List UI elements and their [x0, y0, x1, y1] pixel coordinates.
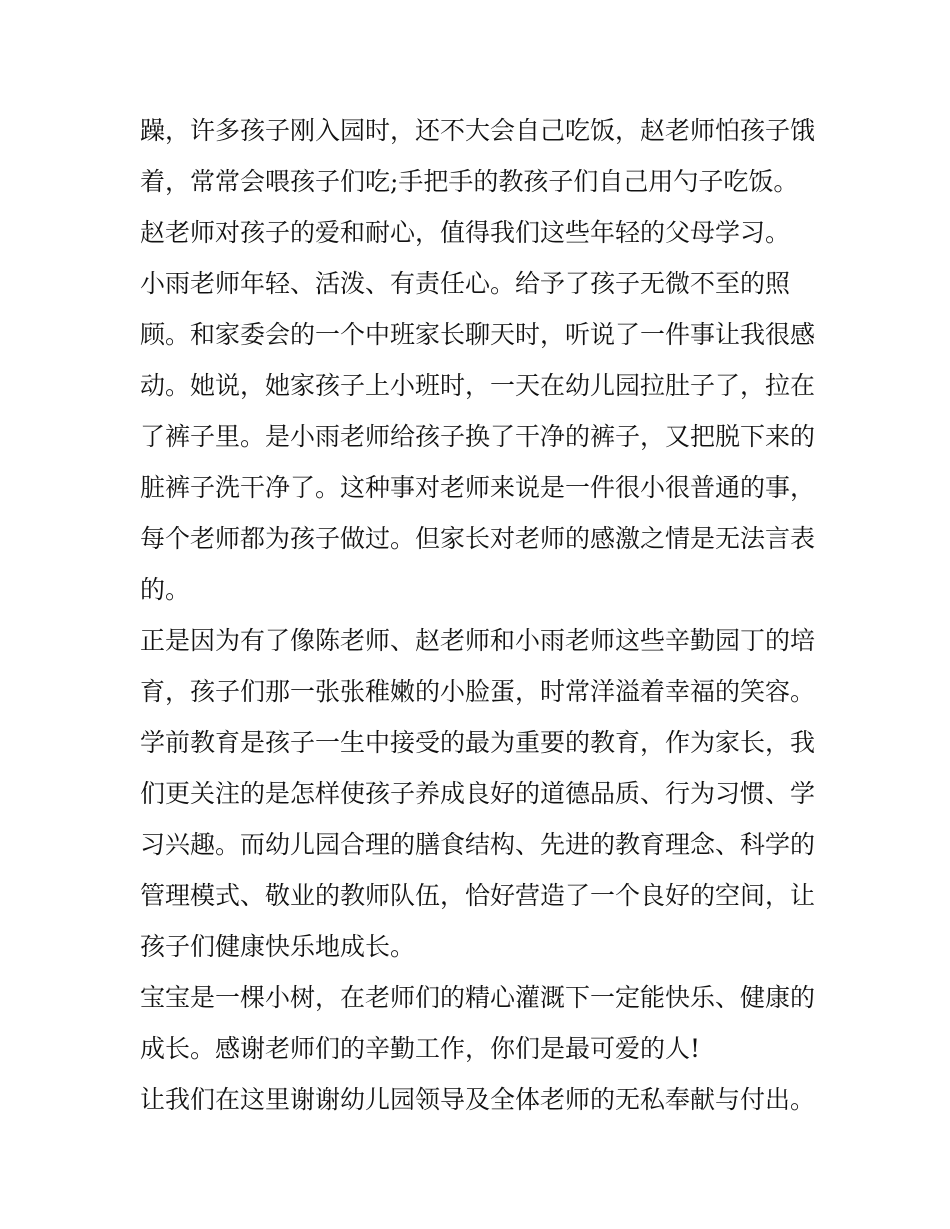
- text-line: 动。她说，她家孩子上小班时，一天在幼儿园拉肚子了，拉在: [140, 371, 816, 400]
- text-line: 宝宝是一棵小树，在老师们的精心灌溉下一定能快乐、健康的: [140, 983, 816, 1012]
- text-line: 让我们在这里谢谢幼儿园领导及全体老师的无私奉献与付出。: [140, 1085, 816, 1114]
- text-line: 脏裤子洗干净了。这种事对老师来说是一件很小很普通的事，: [140, 473, 816, 502]
- text-line: 顾。和家委会的一个中班家长聊天时，听说了一件事让我很感: [140, 320, 816, 349]
- text-line: 的。: [140, 575, 191, 604]
- text-line: 小雨老师年轻、活泼、有责任心。给予了孩子无微不至的照: [140, 269, 791, 298]
- text-line: 习兴趣。而幼儿园合理的膳食结构、先进的教育理念、科学的: [140, 830, 816, 859]
- text-line: 管理模式、敬业的教师队伍，恰好营造了一个良好的空间，让: [140, 881, 816, 910]
- text-line: 了裤子里。是小雨老师给孩子换了干净的裤子，又把脱下来的: [140, 422, 816, 451]
- text-line: 学前教育是孩子一生中接受的最为重要的教育，作为家长，我: [140, 728, 816, 757]
- text-line: 们更关注的是怎样使孩子养成良好的道德品质、行为习惯、学: [140, 779, 816, 808]
- text-line: 着，常常会喂孩子们吃;手把手的教孩子们自己用勺子吃饭。: [140, 167, 799, 196]
- text-line: 赵老师对孩子的爱和耐心，值得我们这些年轻的父母学习。: [140, 218, 791, 247]
- text-line: 正是因为有了像陈老师、赵老师和小雨老师这些辛勤园丁的培: [140, 626, 816, 655]
- body-text: [140, 105, 820, 1125]
- text-line: 成长。感谢老师们的辛勤工作，你们是最可爱的人!: [140, 1034, 701, 1063]
- text-line: 育，孩子们那一张张稚嫩的小脸蛋，时常洋溢着幸福的笑容。: [140, 677, 816, 706]
- text-line: 每个老师都为孩子做过。但家长对老师的感激之情是无法言表: [140, 524, 816, 553]
- text-line: 躁，许多孩子刚入园时，还不大会自己吃饭，赵老师怕孩子饿: [140, 116, 816, 145]
- text-line: 孩子们健康快乐地成长。: [140, 932, 416, 961]
